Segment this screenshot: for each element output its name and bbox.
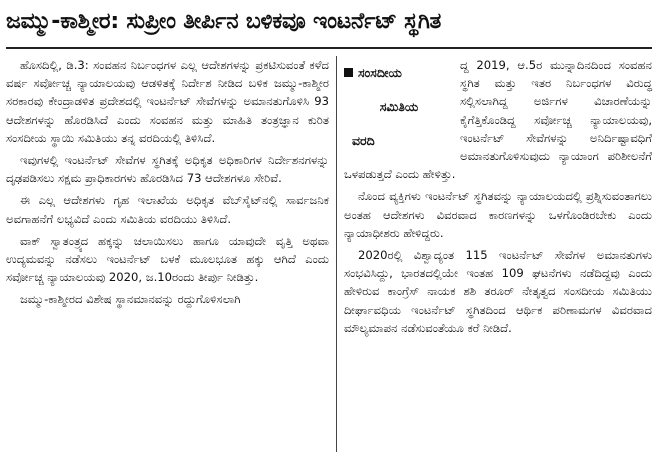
paragraph: ಇವುಗಳಲ್ಲಿ ಇಂಟರ್ನೆಟ್ ಸೇವೆಗಳ ಸ್ಥಗಿತಕ್ಕೆ ಅಧಿಕೃತ ಅಧಿಕಾರಿಗಳ ನಿರ್ದೇಶನಗಳನ್ನು ದೃಢಪಡಿಸಲು ಸಕ್ಷಮ ಪ್ರಾಧಿಕಾರಗಳು ಹೊರಡಿಸಿದ 73 ಆದೇಶಗಳೂ ಸೇರಿವೆ. <box>6 153 329 186</box>
column-divider <box>336 56 337 452</box>
square-bullet-icon <box>344 68 353 77</box>
section-label-box <box>344 56 454 158</box>
paragraph: 2020ರಲ್ಲಿ ವಿಶ್ವಾದ್ಯಂತ 115 ಇಂಟರ್ನೆಟ್ ಸೇವೆಗಳ ಅಮಾನತುಗಳು ಸಂಭವಿಸಿದ್ದು, ಭಾರತದಲ್ಲಿಯೇ ಇಂತಹ 109 ಘಟನೆಗಳು ನಡೆದಿದ್ದವು ಎಂದು ಹೇಳಿರುವ ಕಾಂಗ್ರೆಸ್ ನಾಯಕ ಶಶಿ ತರೂರ್ ನೇತೃತ್ವದ ಸಂಸದೀಯ ಸಮಿತಿಯು ದೀರ್ಘಾವಧಿಯ ಇಂಟರ್ನೆಟ್ ಸ್ಥಗಿತದಿಂದ ಆರ್ಥಿಕ ಪರಿಣಾಮಗಳ ವಿವರವಾದ ಮೌಲ್ಯಮಾಪನ ನಡೆಸುವಂತೆಯೂ ಕರೆ ನೀಡಿದೆ. <box>344 248 652 335</box>
paragraph: ವಾಕ್ ಸ್ವಾತಂತ್ರ್ಯದ ಹಕ್ಕನ್ನು ಚಲಾಯಿಸಲು ಹಾಗೂ ಯಾವುದೇ ವೃತ್ತಿ ಅಥವಾ ಉದ್ಯಮವನ್ನು ನಡೆಸಲು ಇಂಟರ್ನೆಟ್ ಬಳಕೆ ಮೂಲಭೂತ ಹಕ್ಕು ಆಗಿದೆ ಎಂದು ಸರ್ವೋಚ್ಚ ನ್ಯಾಯಾಲಯವು 2020, ಜ.10ರಂದು ತೀರ್ಪು ನೀಡಿತ್ತು. <box>6 233 329 285</box>
paragraph: ಈ ಎಲ್ಲ ಆದೇಶಗಳು ಗೃಹ ಇಲಾಖೆಯ ಅಧಿಕೃತ ವೆಬ್‌ಸೈಟ್‌ನಲ್ಲಿ ಸಾರ್ವಜನಿಕ ಅವಗಾಹನೆಗೆ ಲಭ್ಯವಿದೆ ಎಂದು ಸಮಿತಿಯ ವರದಿಯು ತಿಳಿಸಿದೆ. <box>6 193 329 226</box>
section-label-line: ಸಂಸದೀಯ <box>344 56 454 90</box>
headline-rule <box>6 47 652 49</box>
paragraph: ನೊಂದ ವ್ಯಕ್ತಿಗಳು ಇಂಟರ್ನೆಟ್ ಸ್ಥಗಿತವನ್ನು ನ್ಯಾಯಾಲಯದಲ್ಲಿ ಪ್ರಶ್ನಿಸುವಂತಾಗಲು ಅಂತಹ ಆದೇಶಗಳು ವಿವರವಾದ ಕಾರಣಗಳನ್ನು ಒಳಗೊಂಡಿರಬೇಕು ಎಂದು ನ್ಯಾಯಾಧೀಶರು ಹೇಳಿದ್ದರು. <box>344 189 652 240</box>
right-column <box>344 56 652 341</box>
paragraph: ಹೊಸದಿಲ್ಲಿ, ಡಿ.3: ಸಂವಹನ ನಿರ್ಬಂಧಗಳ ಎಲ್ಲ ಆದೇಶಗಳನ್ನು ಪ್ರಕಟಿಸುವಂತೆ ಕಳೆದ ವರ್ಷ ಸರ್ವೋಚ್ಚ ನ್ಯಾಯಾಲಯವು ಆಡಳಿತಕ್ಕೆ ನಿರ್ದೇಶ ನೀಡಿದ ಬಳಿಕ ಜಮ್ಮು-ಕಾಶ್ಮೀರ ಸರಕಾರವು ಕೇಂದ್ರಾಡಳಿತ ಪ್ರದೇಶದಲ್ಲಿ ಇಂಟರ್ನೆಟ್ ಸೇವೆಗಳನ್ನು ಅಮಾನತುಗೊಳಿಸಿ 93 ಆದೇಶಗಳನ್ನು ಹೊರಡಿಸಿದೆ ಎಂದು ಸಂವಹನ ಮತ್ತು ಮಾಹಿತಿ ತಂತ್ರಜ್ಞಾನ ಕುರಿತ ಸಂಸದೀಯ ಸ್ಥಾಯಿ ಸಮಿತಿಯು ತನ್ನ ವರದಿಯಲ್ಲಿ ತಿಳಿಸಿದೆ. <box>6 58 329 145</box>
section-label-line: ವರದಿ <box>352 133 375 148</box>
left-column <box>6 56 329 313</box>
section-label-line: ಸಮಿತಿಯ <box>379 99 419 114</box>
paragraph: ಜಮ್ಮು-ಕಾಶ್ಮೀರದ ವಿಶೇಷ ಸ್ಥಾನಮಾನವನ್ನು ರದ್ದುಗೊಳಿಸಲಾಗಿ <box>20 292 241 307</box>
paragraph: ದ್ದ 2019, ಆ.5ರ ಮುನ್ನಾದಿನದಿಂದ ಸಂವಹನ ಸ್ಥಗಿತ ಮತ್ತು ಇತರ ನಿರ್ಬಂಧಗಳ ವಿರುದ್ಧ ಸಲ್ಲಿಸಲಾಗಿದ್ದ ಅರ್ಜಿಗಳ ವಿಚಾರಣೆಯನ್ನು ಕೈಗೆತ್ತಿಕೊಂಡಿದ್ದ ಸರ್ವೋಚ್ಚ ನ್ಯಾಯಾಲಯವು, ಇಂಟರ್ನೆಟ್ ಸೇವೆಗಳನ್ನು ಅನಿರ್ದಿಷ್ಟಾವಧಿಗೆ ಅಮಾನತುಗೊಳಿಸುವುದು ನ್ಯಾಯಾಂಗ ಪರಿಶೀಲನೆಗೆ ಒಳಪಡುತ್ತದೆ ಎಂದು ಹೇಳಿತ್ತು. <box>344 58 652 182</box>
headline: ಜಮ್ಮು-ಕಾಶ್ಮೀರ: ಸುಪ್ರೀಂ ತೀರ್ಪಿನ ಬಳಿಕವೂ ಇಂಟರ್ನೆಟ್ ಸ್ಥಗಿತ <box>6 9 442 34</box>
